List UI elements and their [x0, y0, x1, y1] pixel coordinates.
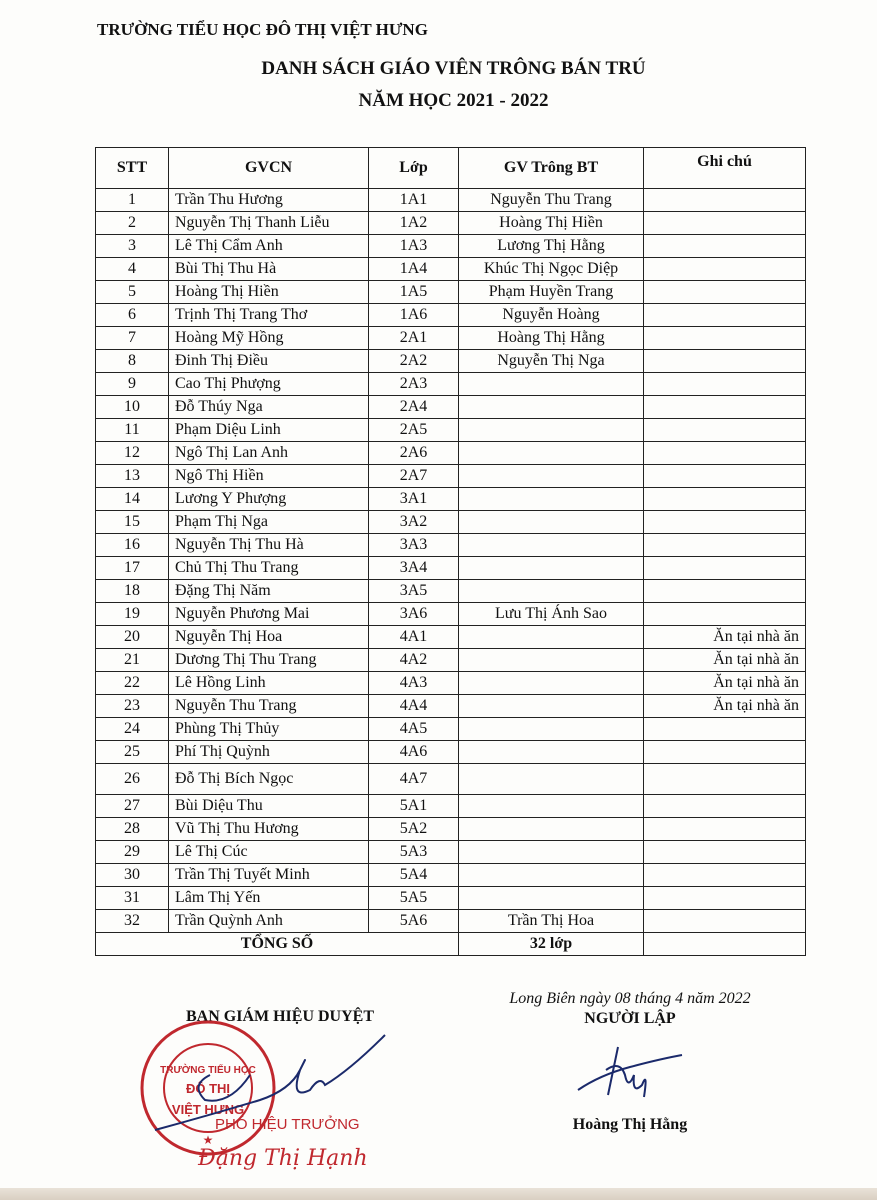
gv-trong-bt-cell: Phạm Huyền Trang	[459, 281, 644, 304]
ghi-chu-cell	[644, 281, 806, 304]
stt-cell: 1	[96, 189, 169, 212]
gvcn-cell: Nguyễn Thị Thanh Liễu	[169, 212, 369, 235]
stt-cell: 9	[96, 373, 169, 396]
lop-cell: 4A5	[369, 718, 459, 741]
ghi-chu-cell	[644, 718, 806, 741]
stt-cell: 2	[96, 212, 169, 235]
ghi-chu-cell	[644, 864, 806, 887]
stt-cell: 19	[96, 603, 169, 626]
gv-trong-bt-cell	[459, 672, 644, 695]
gvcn-cell: Phí Thị Quỳnh	[169, 741, 369, 764]
gv-trong-bt-cell	[459, 626, 644, 649]
svg-text:★: ★	[202, 1133, 214, 1147]
gvcn-cell: Cao Thị Phượng	[169, 373, 369, 396]
table-row	[96, 304, 806, 327]
lop-cell: 1A3	[369, 235, 459, 258]
lop-cell: 1A2	[369, 212, 459, 235]
table-row	[96, 864, 806, 887]
total-note	[644, 933, 806, 956]
col-stt: STT	[96, 148, 169, 189]
approver-role: PHÓ HIỆU TRƯỞNG	[215, 1116, 360, 1133]
stt-cell: 6	[96, 304, 169, 327]
table-row	[96, 718, 806, 741]
ghi-chu-cell	[644, 741, 806, 764]
lop-cell: 2A4	[369, 396, 459, 419]
stt-cell: 26	[96, 764, 169, 795]
table-row	[96, 603, 806, 626]
gv-trong-bt-cell	[459, 741, 644, 764]
school-name: TRƯỜNG TIỂU HỌC ĐÔ THỊ VIỆT HƯNG	[97, 20, 428, 39]
gv-trong-bt-cell	[459, 557, 644, 580]
lop-cell: 3A6	[369, 603, 459, 626]
lop-cell: 3A1	[369, 488, 459, 511]
col-gvcn: GVCN	[169, 148, 369, 189]
gvcn-cell: Ngô Thị Lan Anh	[169, 442, 369, 465]
gv-trong-bt-cell: Lương Thị Hằng	[459, 235, 644, 258]
lop-cell: 4A2	[369, 649, 459, 672]
total-label: TỔNG SỐ	[96, 933, 459, 956]
total-value: 32 lớp	[459, 933, 644, 956]
table-row	[96, 818, 806, 841]
gvcn-cell: Đỗ Thúy Nga	[169, 396, 369, 419]
table-row	[96, 741, 806, 764]
stt-cell: 8	[96, 350, 169, 373]
gv-trong-bt-cell: Hoàng Thị Hiền	[459, 212, 644, 235]
gvcn-cell: Nguyễn Thị Thu Hà	[169, 534, 369, 557]
stt-cell: 13	[96, 465, 169, 488]
gvcn-cell: Chủ Thị Thu Trang	[169, 557, 369, 580]
table-row	[96, 649, 806, 672]
ghi-chu-cell	[644, 327, 806, 350]
svg-text:ĐÔ THỊ: ĐÔ THỊ	[185, 1081, 231, 1096]
gv-trong-bt-cell: Hoàng Thị Hằng	[459, 327, 644, 350]
gv-trong-bt-cell	[459, 864, 644, 887]
col-ghi-chu: Ghi chú	[644, 148, 806, 189]
gv-trong-bt-cell	[459, 488, 644, 511]
stt-cell: 25	[96, 741, 169, 764]
ghi-chu-cell	[644, 603, 806, 626]
lop-cell: 4A4	[369, 695, 459, 718]
lop-cell: 2A3	[369, 373, 459, 396]
ghi-chu-cell	[644, 350, 806, 373]
lop-cell: 2A1	[369, 327, 459, 350]
gv-trong-bt-cell	[459, 511, 644, 534]
ghi-chu-cell	[644, 795, 806, 818]
stt-cell: 18	[96, 580, 169, 603]
table-row	[96, 327, 806, 350]
gvcn-cell: Nguyễn Thị Hoa	[169, 626, 369, 649]
table-row	[96, 764, 806, 795]
gvcn-cell: Trần Thu Hương	[169, 189, 369, 212]
table-row	[96, 258, 806, 281]
gvcn-cell: Lâm Thị Yến	[169, 887, 369, 910]
approver-name: Đặng Thị Hạnh	[198, 1146, 368, 1171]
table-row	[96, 887, 806, 910]
gvcn-cell: Nguyễn Thu Trang	[169, 695, 369, 718]
svg-text:TRƯỜNG TIỂU HỌC: TRƯỜNG TIỂU HỌC	[160, 1065, 256, 1076]
gvcn-cell: Bùi Diệu Thu	[169, 795, 369, 818]
gvcn-cell: Nguyễn Phương Mai	[169, 603, 369, 626]
table-row	[96, 488, 806, 511]
gvcn-cell: Lê Thị Cúc	[169, 841, 369, 864]
gv-trong-bt-cell	[459, 649, 644, 672]
ghi-chu-cell	[644, 841, 806, 864]
ghi-chu-cell: Ăn tại nhà ăn	[644, 626, 806, 649]
preparer-heading: NGƯỜI LẬP	[584, 1010, 676, 1027]
lop-cell: 5A5	[369, 887, 459, 910]
ghi-chu-cell	[644, 304, 806, 327]
gv-trong-bt-cell: Lưu Thị Ánh Sao	[459, 603, 644, 626]
table-row	[96, 212, 806, 235]
table-row	[96, 841, 806, 864]
table-row	[96, 795, 806, 818]
ghi-chu-cell	[644, 764, 806, 795]
ghi-chu-cell	[644, 258, 806, 281]
ghi-chu-cell: Ăn tại nhà ăn	[644, 695, 806, 718]
gv-trong-bt-cell	[459, 580, 644, 603]
table-row	[96, 281, 806, 304]
ghi-chu-cell	[644, 235, 806, 258]
gvcn-cell: Phạm Thị Nga	[169, 511, 369, 534]
ghi-chu-cell	[644, 580, 806, 603]
gvcn-cell: Dương Thị Thu Trang	[169, 649, 369, 672]
stt-cell: 11	[96, 419, 169, 442]
approval-heading: BAN GIÁM HIỆU DUYỆT	[185, 1008, 374, 1025]
gvcn-cell: Trần Thị Tuyết Minh	[169, 864, 369, 887]
table-row	[96, 534, 806, 557]
place-date: Long Biên ngày 08 tháng 4 năm 2022	[509, 990, 751, 1007]
gv-trong-bt-cell	[459, 442, 644, 465]
gvcn-cell: Lê Thị Cẩm Anh	[169, 235, 369, 258]
table-row	[96, 557, 806, 580]
stt-cell: 27	[96, 795, 169, 818]
gv-trong-bt-cell: Trần Thị Hoa	[459, 910, 644, 933]
ghi-chu-cell	[644, 442, 806, 465]
stt-cell: 22	[96, 672, 169, 695]
gvcn-cell: Trần Quỳnh Anh	[169, 910, 369, 933]
ghi-chu-cell	[644, 534, 806, 557]
lop-cell: 5A1	[369, 795, 459, 818]
ghi-chu-cell	[644, 557, 806, 580]
stt-cell: 14	[96, 488, 169, 511]
gvcn-cell: Phạm Diệu Linh	[169, 419, 369, 442]
gv-trong-bt-cell: Nguyễn Thu Trang	[459, 189, 644, 212]
page-edge	[0, 1188, 877, 1200]
gvcn-cell: Lương Y Phượng	[169, 488, 369, 511]
lop-cell: 1A6	[369, 304, 459, 327]
lop-cell: 5A3	[369, 841, 459, 864]
stt-cell: 29	[96, 841, 169, 864]
stt-cell: 10	[96, 396, 169, 419]
stt-cell: 24	[96, 718, 169, 741]
gv-trong-bt-cell	[459, 373, 644, 396]
lop-cell: 1A5	[369, 281, 459, 304]
gvcn-cell: Phùng Thị Thủy	[169, 718, 369, 741]
stt-cell: 32	[96, 910, 169, 933]
lop-cell: 4A3	[369, 672, 459, 695]
gv-trong-bt-cell	[459, 764, 644, 795]
stt-cell: 23	[96, 695, 169, 718]
stt-cell: 21	[96, 649, 169, 672]
lop-cell: 3A2	[369, 511, 459, 534]
lop-cell: 3A3	[369, 534, 459, 557]
ghi-chu-cell	[644, 511, 806, 534]
document-title: DANH SÁCH GIÁO VIÊN TRÔNG BÁN TRÚ	[261, 58, 646, 79]
gvcn-cell: Đỗ Thị Bích Ngọc	[169, 764, 369, 795]
stt-cell: 12	[96, 442, 169, 465]
gvcn-cell: Đặng Thị Năm	[169, 580, 369, 603]
table-header-row	[96, 148, 806, 189]
gvcn-cell: Ngô Thị Hiền	[169, 465, 369, 488]
table-row	[96, 419, 806, 442]
table-row	[96, 580, 806, 603]
table-row	[96, 695, 806, 718]
lop-cell: 4A6	[369, 741, 459, 764]
ghi-chu-cell	[644, 887, 806, 910]
lop-cell: 3A4	[369, 557, 459, 580]
gv-trong-bt-cell	[459, 396, 644, 419]
stt-cell: 17	[96, 557, 169, 580]
gv-trong-bt-cell	[459, 718, 644, 741]
gvcn-cell: Trịnh Thị Trang Thơ	[169, 304, 369, 327]
stt-cell: 31	[96, 887, 169, 910]
stt-cell: 15	[96, 511, 169, 534]
ghi-chu-cell	[644, 488, 806, 511]
gv-trong-bt-cell: Khúc Thị Ngọc Diệp	[459, 258, 644, 281]
lop-cell: 2A5	[369, 419, 459, 442]
gv-trong-bt-cell	[459, 419, 644, 442]
stt-cell: 3	[96, 235, 169, 258]
table-row	[96, 442, 806, 465]
total-row	[96, 933, 806, 956]
lop-cell: 5A6	[369, 910, 459, 933]
stt-cell: 16	[96, 534, 169, 557]
lop-cell: 4A7	[369, 764, 459, 795]
lop-cell: 2A7	[369, 465, 459, 488]
ghi-chu-cell: Ăn tại nhà ăn	[644, 672, 806, 695]
teacher-table	[95, 147, 806, 956]
ghi-chu-cell	[644, 373, 806, 396]
gvcn-cell: Lê Hồng Linh	[169, 672, 369, 695]
lop-cell: 1A1	[369, 189, 459, 212]
stt-cell: 30	[96, 864, 169, 887]
table-row	[96, 189, 806, 212]
table-row	[96, 396, 806, 419]
gv-trong-bt-cell: Nguyễn Hoàng	[459, 304, 644, 327]
ghi-chu-cell	[644, 419, 806, 442]
stt-cell: 7	[96, 327, 169, 350]
gv-trong-bt-cell	[459, 818, 644, 841]
ghi-chu-cell	[644, 910, 806, 933]
table-row	[96, 465, 806, 488]
gvcn-cell: Hoàng Mỹ Hồng	[169, 327, 369, 350]
gv-trong-bt-cell	[459, 795, 644, 818]
svg-text:VIỆT HƯNG: VIỆT HƯNG	[171, 1102, 245, 1117]
gv-trong-bt-cell	[459, 887, 644, 910]
table-row	[96, 511, 806, 534]
ghi-chu-cell	[644, 189, 806, 212]
table-row	[96, 235, 806, 258]
col-lop: Lớp	[369, 148, 459, 189]
ghi-chu-cell	[644, 465, 806, 488]
table-row	[96, 626, 806, 649]
preparer-signature	[570, 1035, 690, 1105]
table-row	[96, 373, 806, 396]
gv-trong-bt-cell: Nguyễn Thị Nga	[459, 350, 644, 373]
lop-cell: 1A4	[369, 258, 459, 281]
gv-trong-bt-cell	[459, 534, 644, 557]
gv-trong-bt-cell	[459, 695, 644, 718]
gvcn-cell: Hoàng Thị Hiền	[169, 281, 369, 304]
stt-cell: 28	[96, 818, 169, 841]
lop-cell: 5A4	[369, 864, 459, 887]
table-row	[96, 672, 806, 695]
lop-cell: 2A6	[369, 442, 459, 465]
ghi-chu-cell	[644, 818, 806, 841]
gvcn-cell: Vũ Thị Thu Hương	[169, 818, 369, 841]
lop-cell: 3A5	[369, 580, 459, 603]
col-gv-trong-bt: GV Trông BT	[459, 148, 644, 189]
preparer-name: Hoàng Thị Hằng	[572, 1116, 688, 1133]
lop-cell: 4A1	[369, 626, 459, 649]
gv-trong-bt-cell	[459, 841, 644, 864]
gvcn-cell: Bùi Thị Thu Hà	[169, 258, 369, 281]
stt-cell: 20	[96, 626, 169, 649]
table-row	[96, 910, 806, 933]
stt-cell: 5	[96, 281, 169, 304]
school-year: NĂM HỌC 2021 - 2022	[358, 90, 549, 111]
ghi-chu-cell: Ăn tại nhà ăn	[644, 649, 806, 672]
gv-trong-bt-cell	[459, 465, 644, 488]
lop-cell: 2A2	[369, 350, 459, 373]
gvcn-cell: Đinh Thị Điều	[169, 350, 369, 373]
stt-cell: 4	[96, 258, 169, 281]
ghi-chu-cell	[644, 396, 806, 419]
table-row	[96, 350, 806, 373]
ghi-chu-cell	[644, 212, 806, 235]
lop-cell: 5A2	[369, 818, 459, 841]
